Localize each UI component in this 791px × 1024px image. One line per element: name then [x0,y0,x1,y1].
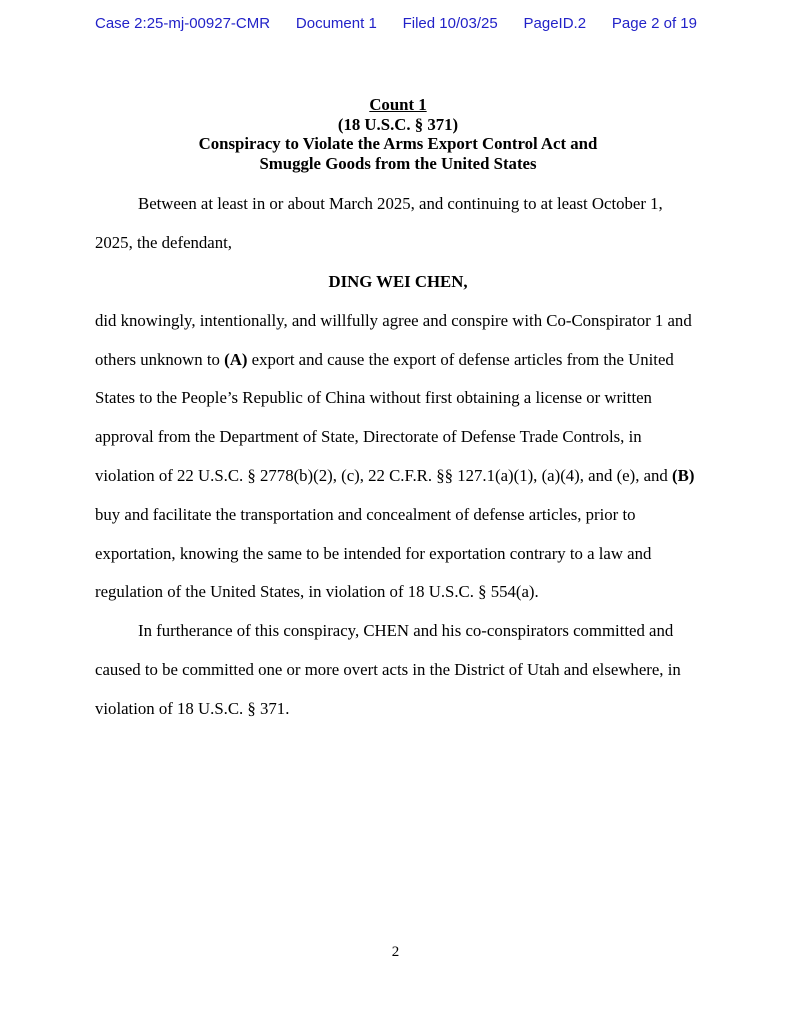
header-page-count: Page 2 of 19 [611,15,697,32]
count-description-line2: Smuggle Goods from the United States [259,153,537,173]
paragraph-furtherance: In furtherance of this conspiracy, CHEN and his co-conspirators committed and caused to be committed one or more overt acts in the District of Utah and elsewhere, in violation of 18 U.S.C. § 371. [95,621,681,718]
document-body [95,95,701,729]
page-number: 2 [391,944,400,960]
header-page-id: PageID.2 [523,15,587,32]
header-filed-date: Filed 10/03/25 [402,15,498,32]
count-title: Count 1 [369,95,427,114]
paragraph-charges: did knowingly, intentionally, and willfully agree and conspire with Co-Conspirator 1 and others unknown to (A) export and cause the export of defense articles from the United States to the People’s Republic of China without first obtaining a license or written approval from the Department of State, Directorate of Defense Trade Controls, in violation of 22 U.S.C. § 2778(b)(2), (c), 22 C.F.R. §§ 127.1(a)(1), (a)(4), and (e), and (B) buy and facilitate the transportation and concealment of defense articles, prior to exportation, knowing the same to be intended for exportation contrary to a law and regulation of the United States, in violation of 18 U.S.C. § 554(a). [95,310,695,602]
count-heading [95,95,701,173]
header-document-number: Document 1 [295,15,377,32]
case-header [95,15,697,32]
paragraph-dates: Between at least in or about March 2025, and continuing to at least October 1, 2025, the defendant, [95,194,663,253]
defendant-name: DING WEI CHEN, [328,271,468,291]
count-statute: (18 U.S.C. § 371) [337,114,459,134]
count-description-line1: Conspiracy to Violate the Arms Export Control Act and [198,134,598,154]
header-case-number: Case 2:25-mj-00927-CMR [95,15,271,32]
count-title-line [95,95,701,115]
